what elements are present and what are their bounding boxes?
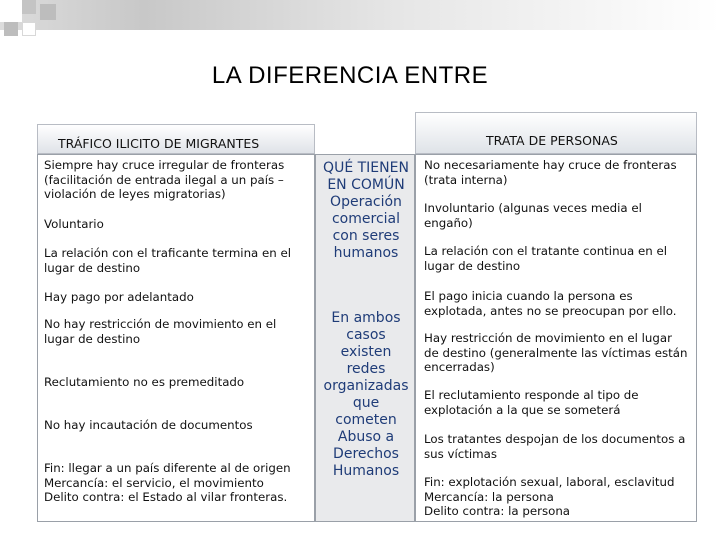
- left-item: Fin: llegar a un país diferente al de origen Mercancía: el servicio, el movimiento Delito contra: el Estado al vilar fronteras.: [44, 461, 291, 504]
- decorative-square: [22, 22, 36, 36]
- left-item: Siempre hay cruce irregular de fronteras (facilitación de entrada ilegal a un país – violación de leyes migratorias): [44, 158, 285, 201]
- column-trafico-ilicito: [37, 154, 315, 522]
- right-item: La relación con el tratante continua en el lugar de destino: [424, 244, 668, 273]
- column-trata-de-personas: [415, 154, 697, 522]
- decorative-gradient-bar: [0, 0, 720, 30]
- shared-abuse-text: En ambos casos existen redes organizadas que cometen Abuso a Derechos Humanos: [323, 310, 409, 479]
- header-trata-de-personas: TRATA DE PERSONAS: [415, 112, 697, 154]
- right-item: No necesariamente hay cruce de fronteras (trata interna): [424, 158, 677, 187]
- left-item: Reclutamiento no es premeditado: [44, 375, 245, 389]
- decorative-square: [4, 22, 18, 36]
- right-item: Involuntario (algunas veces media el engaño): [424, 201, 642, 230]
- decorative-square: [22, 0, 36, 14]
- right-item: Los tratantes despojan de los documentos a sus víctimas: [424, 432, 686, 461]
- left-item: No hay restricción de movimiento en el lugar de destino: [44, 317, 277, 346]
- page-title: LA DIFERENCIA ENTRE: [211, 62, 489, 89]
- right-item: El reclutamiento responde al tipo de explotación a la que se someterá: [424, 388, 639, 417]
- left-item: La relación con el traficante termina en el lugar de destino: [44, 246, 292, 275]
- left-item: No hay incautación de documentos: [44, 418, 253, 432]
- decorative-square: [40, 4, 56, 20]
- decorative-square: [0, 0, 22, 22]
- right-item: Fin: explotación sexual, laboral, esclavitud Mercancía: la persona Delito contra: la persona: [424, 475, 675, 518]
- left-item: Hay pago por adelantado: [44, 290, 194, 304]
- left-item: Voluntario: [44, 217, 104, 231]
- header-trafico-ilicito: TRÁFICO ILICITO DE MIGRANTES: [37, 124, 315, 154]
- common-ground-text: QUÉ TIENEN EN COMÚN Operación comercial con seres humanos: [323, 160, 409, 261]
- right-item: El pago inicia cuando la persona es explotada, antes no se preocupan por ello.: [424, 289, 677, 318]
- column-en-comun: [315, 154, 415, 522]
- right-item: Hay restricción de movimiento en el lugar de destino (generalmente las víctimas están encerradas): [424, 331, 688, 374]
